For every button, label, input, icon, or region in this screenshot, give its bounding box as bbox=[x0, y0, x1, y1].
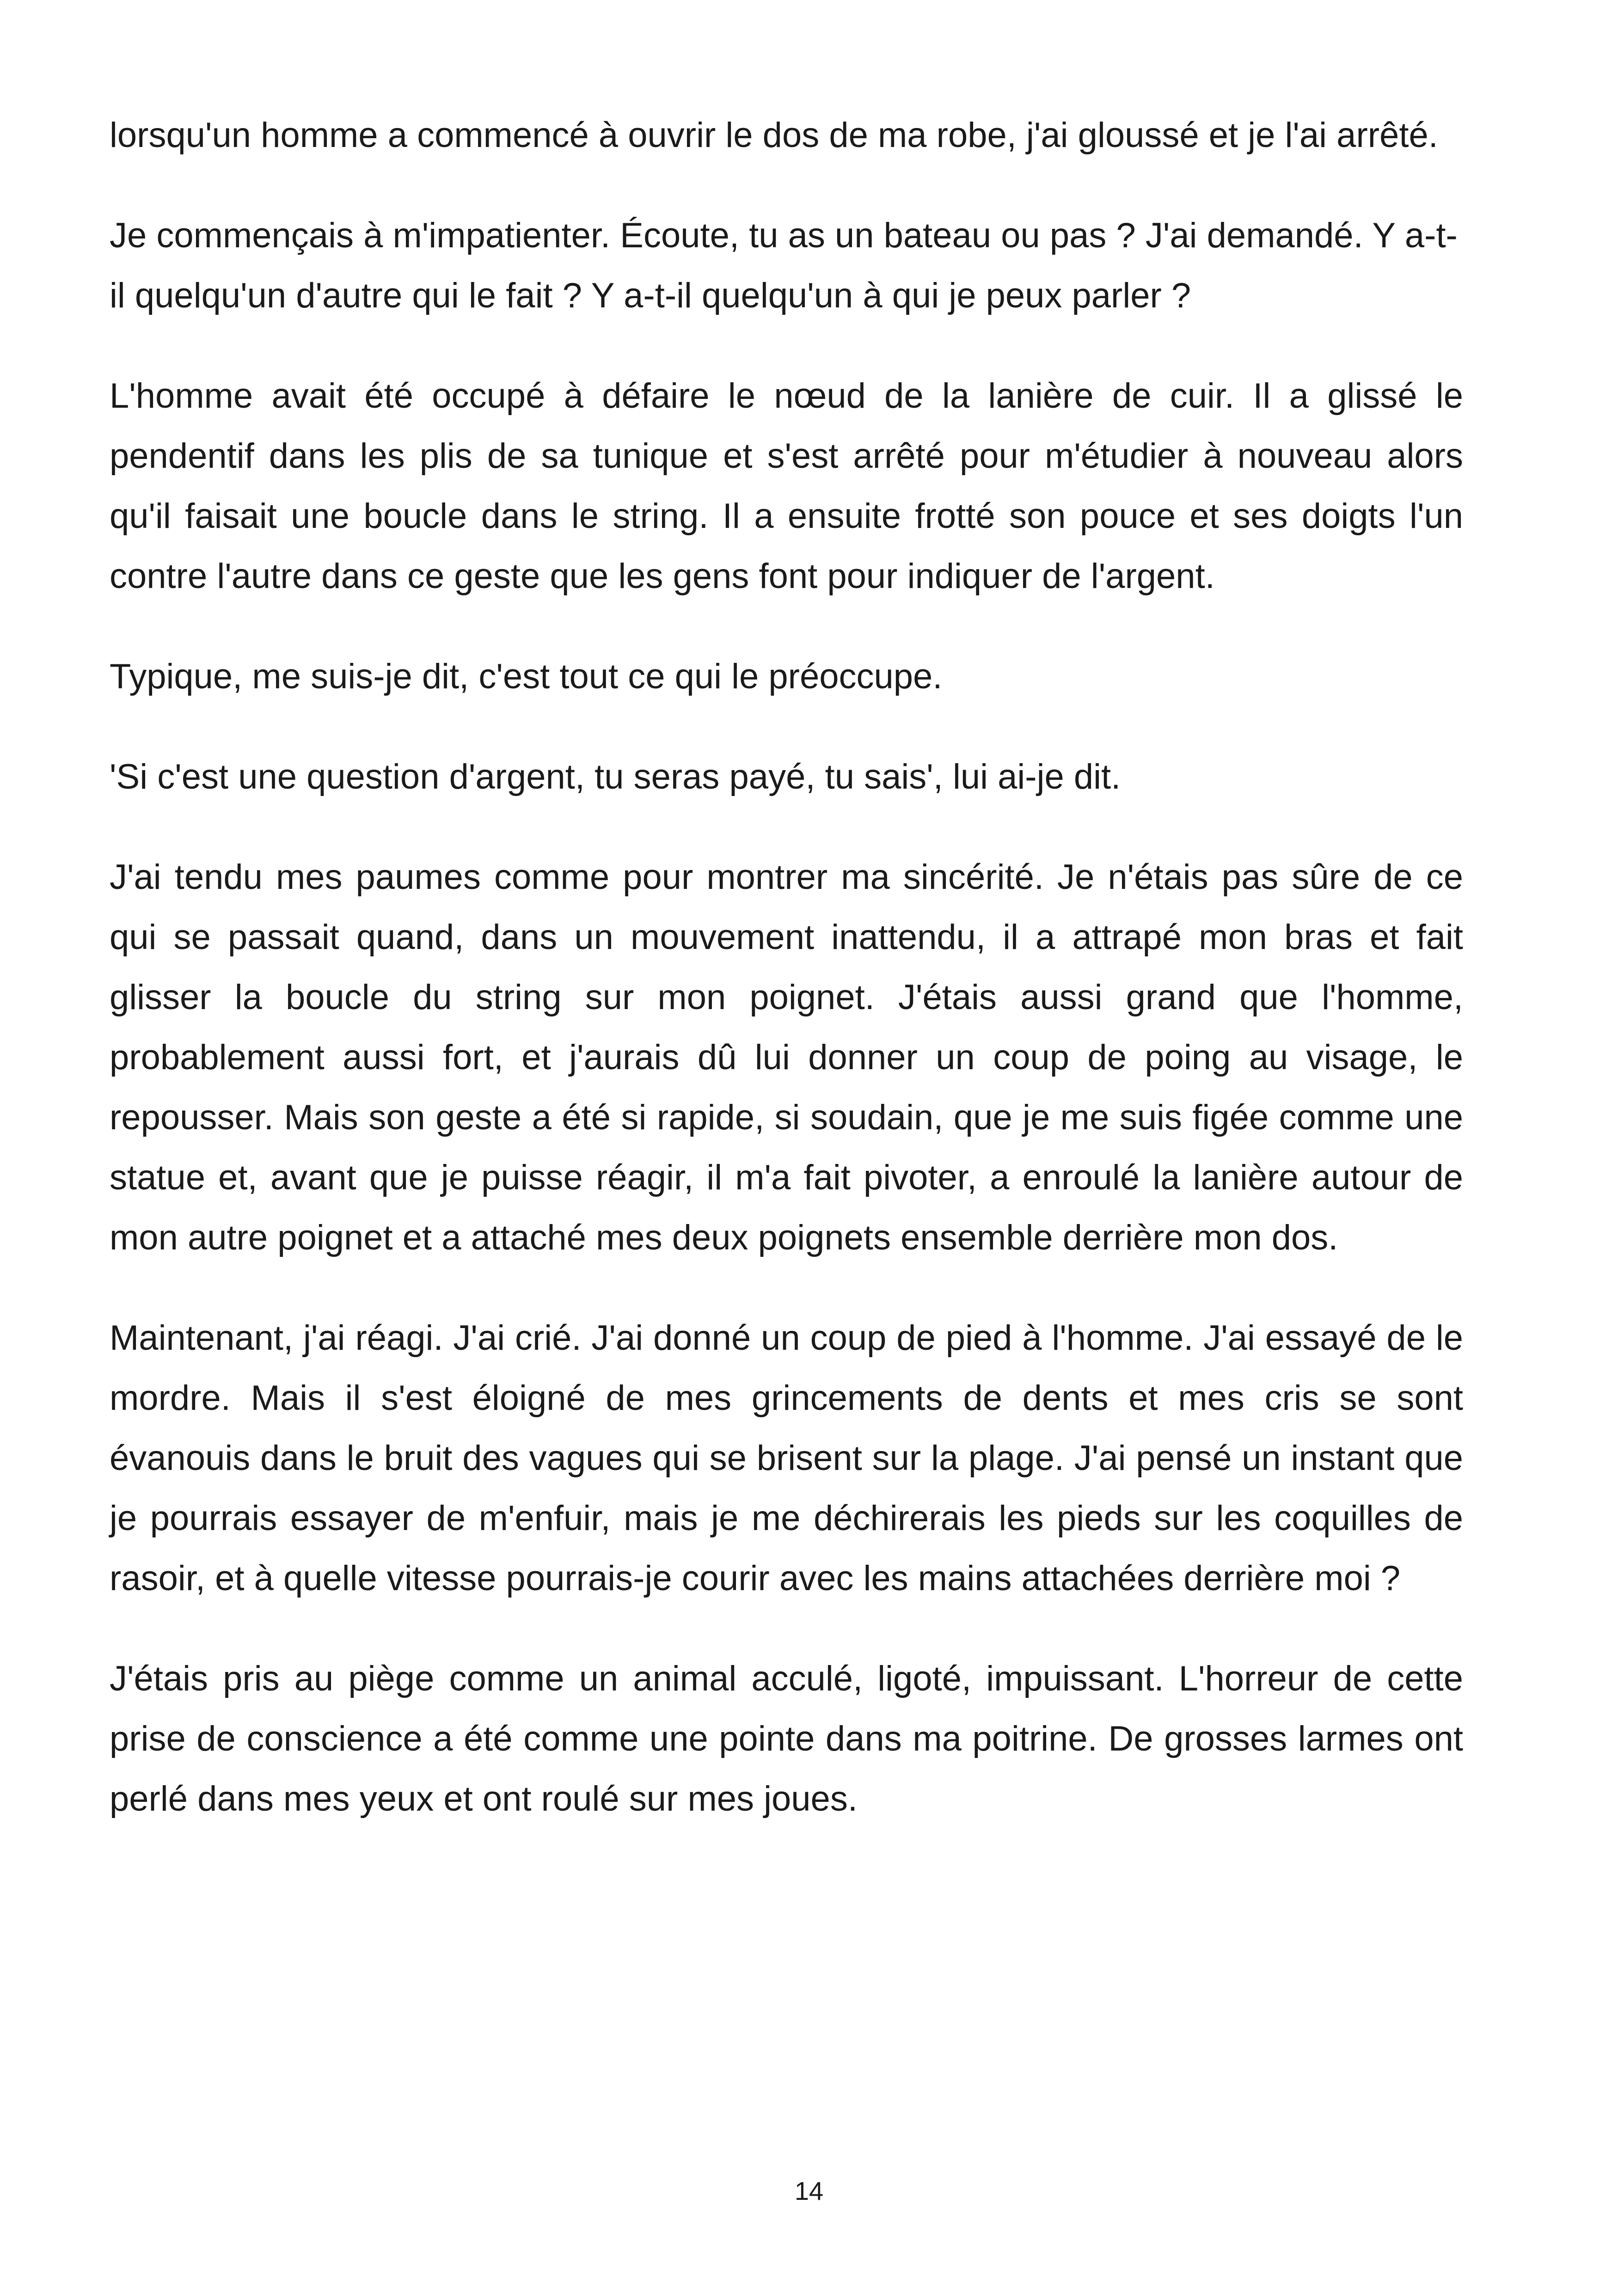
paragraph-8: J'étais pris au piège comme un animal acculé, ligoté, impuissant. L'horreur de cette prise de conscience a été comme une pointe dans ma poitrine. De grosses larmes ont perlé dans mes yeux et ont roulé sur mes joues. bbox=[110, 1659, 1463, 1818]
paragraph-2: Je commençais à m'impatienter. Écoute, tu as un bateau ou pas ? J'ai demandé. Y a-t-il quelqu'un d'autre qui le fait ? Y a-t-il quelqu'un à qui je peux parler ? bbox=[110, 216, 1458, 315]
paragraph-4: Typique, me suis-je dit, c'est tout ce qui le préoccupe. bbox=[110, 657, 943, 696]
paragraph-1: lorsqu'un homme a commencé à ouvrir le dos de ma robe, j'ai gloussé et je l'ai arrêté. bbox=[110, 116, 1438, 155]
paragraph-7: Maintenant, j'ai réagi. J'ai crié. J'ai donné un coup de pied à l'homme. J'ai essayé de le mordre. Mais il s'est éloigné de mes grincements de dents et mes cris se sont évanouis dans le bruit des vagues qui se brisent sur la plage. J'ai pensé un instant que je pourrais essayer de m'enfuir, mais je me déchirerais les pieds sur les coquilles de rasoir, et à quelle vitesse pourrais-je courir avec les mains attachées derrière moi ? bbox=[110, 1318, 1463, 1598]
paragraph-3: L'homme avait été occupé à défaire le nœud de la lanière de cuir. Il a glissé le pendentif dans les plis de sa tunique et s'est arrêté pour m'étudier à nouveau alors qu'il faisait une boucle dans le string. Il a ensuite frotté son pouce et ses doigts l'un contre l'autre dans ce geste que les gens font pour indiquer de l'argent. bbox=[110, 376, 1463, 596]
page-number: 14 bbox=[794, 2176, 824, 2205]
paragraph-6: J'ai tendu mes paumes comme pour montrer ma sincérité. Je n'étais pas sûre de ce qui se passait quand, dans un mouvement inattendu, il a attrapé mon bras et fait glisser la boucle du string sur mon poignet. J'étais aussi grand que l'homme, probablement aussi fort, et j'aurais dû lui donner un coup de poing au visage, le repousser. Mais son geste a été si rapide, si soudain, que je me suis figée comme une statue et, avant que je puisse réagir, il m'a fait pivoter, a enroulé la lanière autour de mon autre poignet et a attaché mes deux poignets ensemble derrière mon dos. bbox=[110, 857, 1463, 1257]
paragraph-5: 'Si c'est une question d'argent, tu seras payé, tu sais', lui ai-je dit. bbox=[110, 757, 1121, 796]
body-text bbox=[110, 105, 1463, 1869]
